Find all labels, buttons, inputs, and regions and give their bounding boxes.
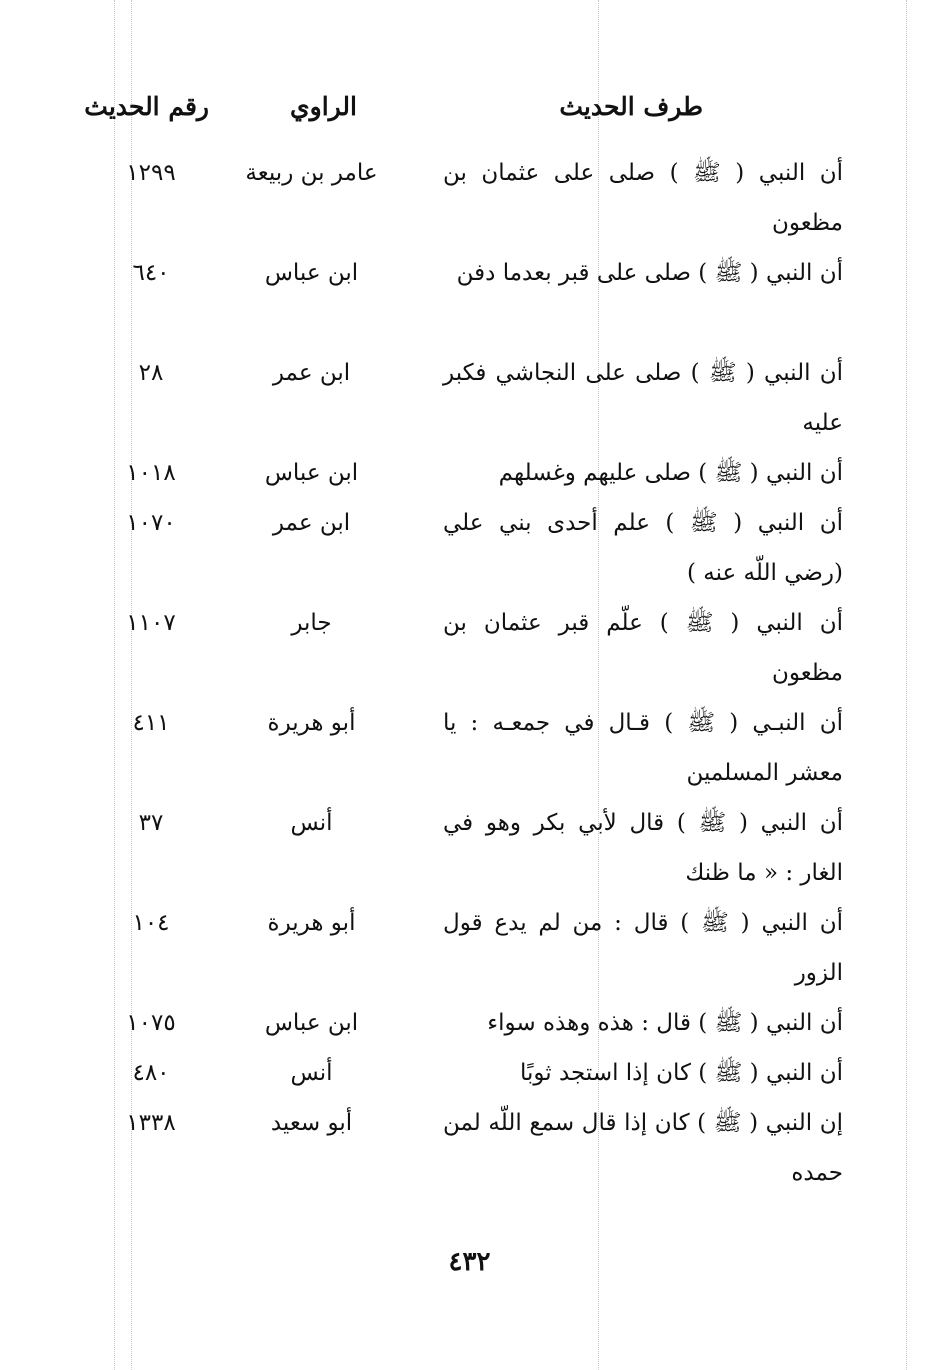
- hadith-number: ١٠٧٠: [126, 510, 176, 536]
- table-row: [0, 998, 939, 1048]
- header-hadith-number: رقم الحديث: [84, 92, 209, 121]
- hadith-number: ٢٨: [138, 360, 164, 386]
- header-hadith-text: طرف الحديث: [559, 92, 703, 121]
- hadith-number: ١٢٩٩: [126, 160, 176, 186]
- hadith-text: أن النبي ( ﷺ ) علم أحدى بني علي (رضي اللّه عنه ): [443, 510, 843, 586]
- narrator: ابن عباس: [264, 460, 359, 486]
- narrator: أبو هريرة: [267, 710, 356, 736]
- table-row: [0, 148, 939, 248]
- hadith-text: أن النبي ( ﷺ ) صلى على النجاشي فكبر عليه: [443, 360, 843, 436]
- hadith-index-table: [0, 148, 939, 1198]
- narrator: ابن عباس: [264, 1010, 359, 1036]
- narrator: جابر: [291, 610, 332, 636]
- hadith-number: ١١٠٧: [126, 610, 176, 636]
- table-row: [0, 598, 939, 698]
- narrator: أبو هريرة: [267, 910, 356, 936]
- narrator: ابن عباس: [264, 260, 359, 286]
- hadith-number: ٤٨٠: [132, 1060, 170, 1086]
- table-row: [0, 798, 939, 898]
- narrator: عامر بن ربيعة: [245, 160, 378, 186]
- narrator: أنس: [290, 810, 333, 836]
- hadith-number: ٣٧: [138, 810, 164, 836]
- table-row: [0, 448, 939, 498]
- hadith-text: أن النبي ( ﷺ ) صلى على قبر بعدما دفن: [456, 260, 843, 286]
- hadith-number: ١٠٤: [132, 910, 170, 936]
- hadith-text: إن النبي ( ﷺ ) كان إذا قال سمع اللّه لمن حمده: [443, 1110, 843, 1186]
- header-narrator: الراوي: [290, 92, 357, 121]
- table-row: [0, 1098, 939, 1198]
- hadith-text: أن النبي ( ﷺ ) علّم قبر عثمان بن مظعون: [443, 610, 843, 686]
- table-row: [0, 698, 939, 798]
- narrator: ابن عمر: [272, 510, 351, 536]
- narrator: أبو سعيد: [270, 1110, 353, 1136]
- hadith-text: أن النبي ( ﷺ ) صلى عليهم وغسلهم: [498, 460, 843, 486]
- hadith-text: أن النبـي ( ﷺ ) قـال في جمعـه : يا معشر المسلمين: [443, 710, 843, 786]
- table-row: [0, 498, 939, 598]
- table-header: [0, 92, 939, 132]
- hadith-text: أن النبي ( ﷺ ) قال : هذه وهذه سواء: [487, 1010, 843, 1036]
- hadith-text: أن النبي ( ﷺ ) صلى على عثمان بن مظعون: [443, 160, 843, 236]
- page-number: ٤٣٢: [448, 1247, 491, 1277]
- narrator: أنس: [290, 1060, 333, 1086]
- hadith-text: أن النبي ( ﷺ ) قال لأبي بكر وهو في الغار : « ما ظنك: [443, 810, 843, 886]
- narrator: ابن عمر: [272, 360, 351, 386]
- table-row: [0, 898, 939, 998]
- hadith-number: ٤١١: [132, 710, 170, 736]
- hadith-text: أن النبي ( ﷺ ) قال : من لم يدع قول الزور: [443, 910, 843, 986]
- hadith-number: ١٠٧٥: [126, 1010, 176, 1036]
- hadith-number: ٦٤٠: [132, 260, 170, 286]
- hadith-number: ١٠١٨: [126, 460, 176, 486]
- hadith-number: ١٣٣٨: [126, 1110, 176, 1136]
- table-row: [0, 248, 939, 348]
- hadith-text: أن النبي ( ﷺ ) كان إذا استجد ثوبًا: [519, 1060, 843, 1086]
- table-row: [0, 348, 939, 448]
- table-row: [0, 1048, 939, 1098]
